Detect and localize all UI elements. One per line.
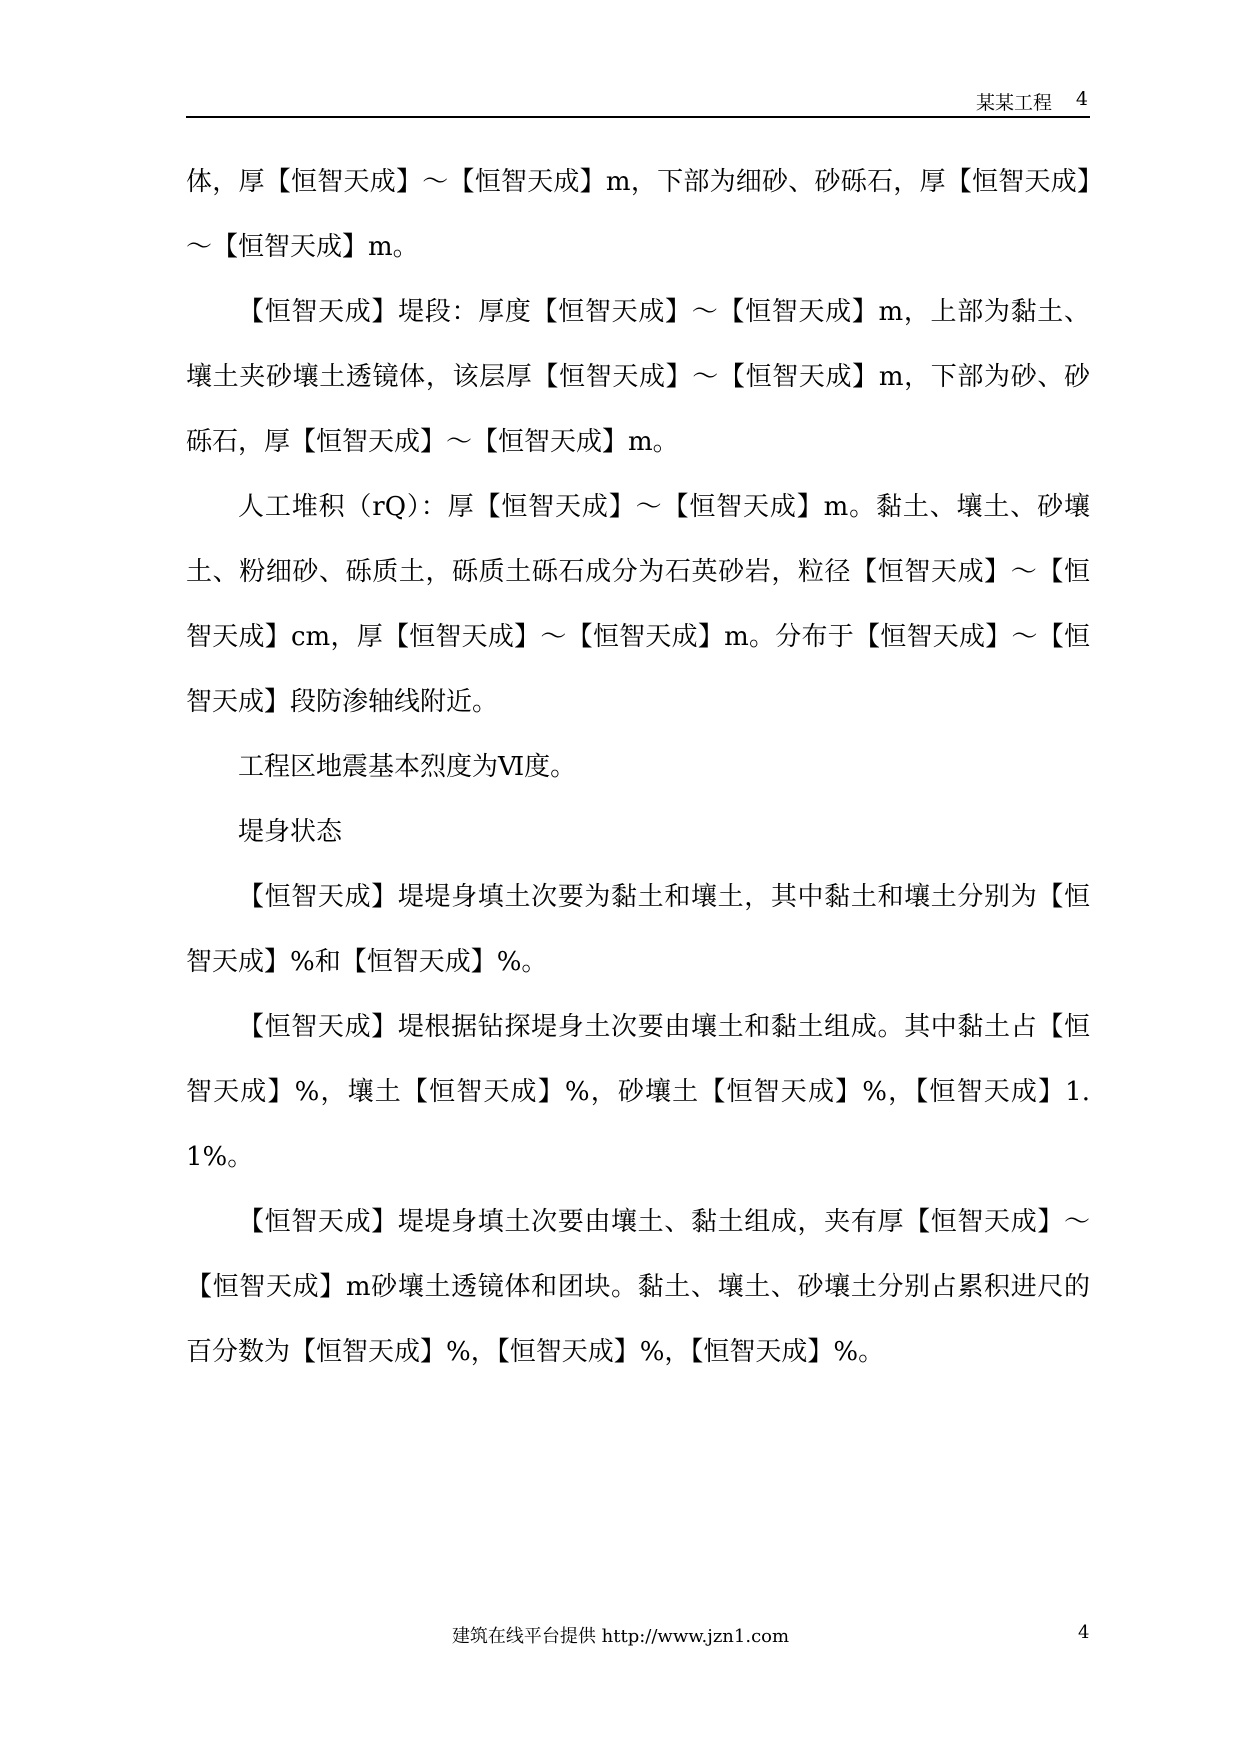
header-page-number: 4 — [1075, 88, 1088, 110]
paragraph: 【恒智天成】堤段：厚度【恒智天成】～【恒智天成】m，上部为黏土、壤土夹砂壤土透镜体，该层厚【恒智天成】～【恒智天成】m，下部为砂、砂砾石，厚【恒智天成】～【恒智天成】m。 — [186, 297, 1090, 457]
paragraph-continued: 体，厚【恒智天成】～【恒智天成】m，下部为细砂、砂砾石，厚【恒智天成】～【恒智天成】m。 — [186, 167, 1090, 262]
footer-text: 建筑在线平台提供 http://www.jzn1.com — [451, 1626, 790, 1647]
paragraph: 工程区地震基本烈度为Ⅵ度。 — [238, 752, 577, 782]
paragraph: 【恒智天成】堤堤身填土次要由壤土、黏土组成，夹有厚【恒智天成】～【恒智天成】m砂壤土透镜体和团块。黏土、壤土、砂壤土分别占累积进尺的百分数为【恒智天成】%，【恒智天成】%，【恒智天成】%。 — [186, 1207, 1090, 1367]
paragraph: 【恒智天成】堤堤身填土次要为黏土和壤土，其中黏土和壤土分别为【恒智天成】%和【恒智天成】%。 — [186, 882, 1090, 977]
page-header — [186, 82, 1090, 118]
header-title: 某某工程 — [975, 92, 1052, 114]
document-body — [186, 150, 1090, 1385]
paragraph: 人工堆积（rQ）：厚【恒智天成】～【恒智天成】m。黏土、壤土、砂壤土、粉细砂、砾质土，砾质土砾石成分为石英砂岩，粒径【恒智天成】～【恒智天成】cm，厚【恒智天成】～【恒智天成】m。分布于【恒智天成】～【恒智天成】段防渗轴线附近。 — [186, 492, 1090, 717]
section-heading: 堤身状态 — [238, 817, 343, 847]
footer-page-number: 4 — [1078, 1622, 1090, 1643]
paragraph: 【恒智天成】堤根据钻探堤身土次要由壤土和黏土组成。其中黏土占【恒智天成】%，壤土【恒智天成】%，砂壤土【恒智天成】%，【恒智天成】1.1%。 — [186, 1012, 1090, 1172]
